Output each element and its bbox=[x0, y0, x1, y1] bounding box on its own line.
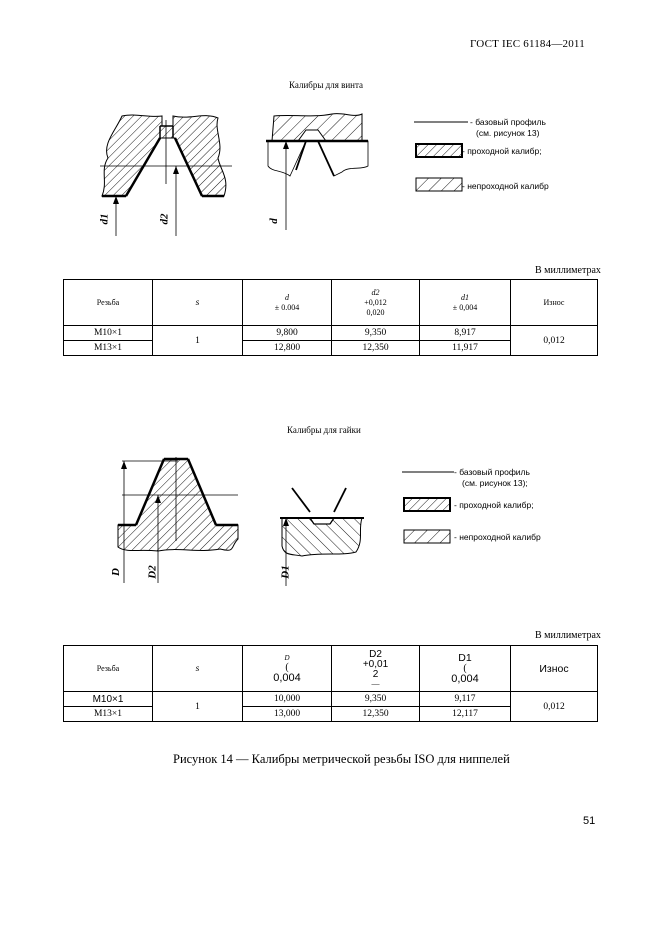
th-d2: d2 +0,012 0,020 bbox=[332, 280, 420, 326]
nut-legend-swatches bbox=[400, 468, 460, 548]
nut-section-title: Калибры для гайки bbox=[287, 425, 361, 435]
nut-legend-nogo: - непроходной калибр bbox=[454, 532, 541, 542]
nut-legend-go: - проходной калибр; bbox=[454, 500, 534, 510]
label-D1: D1 bbox=[279, 565, 292, 579]
s-value: 1 bbox=[153, 326, 243, 356]
th-D: D ( 0,004 bbox=[243, 646, 332, 692]
th-wear: Износ bbox=[511, 646, 598, 692]
label-D: D bbox=[109, 568, 122, 576]
table-row: M13×1 13,000 12,350 12,117 bbox=[64, 707, 598, 722]
label-d: d bbox=[267, 218, 280, 224]
page-number: 51 bbox=[583, 815, 596, 827]
nut-table bbox=[63, 645, 598, 722]
wear-value: 0,012 bbox=[511, 692, 598, 722]
th-D1: D1 ( 0,004 bbox=[420, 646, 511, 692]
table-row: M10×1 1 10,000 9,350 9,117 0,012 bbox=[64, 692, 598, 707]
s-value: 1 bbox=[153, 692, 243, 722]
th-d: d ± 0.004 bbox=[243, 280, 332, 326]
figure-caption: Рисунок 14 — Калибры метрической резьбы ISO для ниппелей bbox=[173, 752, 510, 766]
th-thread: Резьба bbox=[64, 646, 153, 692]
nut-legend-base: - базовый профиль (см. рисунок 13); bbox=[454, 467, 530, 488]
screw-table bbox=[63, 279, 598, 356]
screw-legend-go: - проходной калибр; bbox=[462, 146, 542, 156]
label-d2: d2 bbox=[158, 213, 171, 225]
screw-section-title: Калибры для винта bbox=[289, 80, 364, 90]
th-wear: Износ bbox=[511, 280, 598, 326]
label-d1: d1 bbox=[98, 213, 111, 225]
standard-header: ГОСТ IEC 61184—2011 bbox=[470, 38, 585, 50]
screw-units: В миллиметрах bbox=[535, 265, 601, 276]
th-D2: D2 +0,01 2 — bbox=[332, 646, 420, 692]
table-row: M13×1 12,800 12,350 11,917 bbox=[64, 341, 598, 356]
th-thread: Резьба bbox=[64, 280, 153, 326]
nut-gauge-drawing bbox=[108, 455, 248, 587]
screw-legend-nogo: - непроходной калибр bbox=[462, 181, 549, 191]
th-s: s bbox=[153, 280, 243, 326]
th-s: s bbox=[153, 646, 243, 692]
th-d1: d1 ± 0,004 bbox=[420, 280, 511, 326]
label-D2: D2 bbox=[146, 565, 159, 579]
wear-value: 0,012 bbox=[511, 326, 598, 356]
nut-units: В миллиметрах bbox=[535, 630, 601, 641]
table-row: M10×1 1 9,800 9,350 8,917 0,012 bbox=[64, 326, 598, 341]
screw-legend-base: - базовый профиль (см. рисунок 13) bbox=[470, 117, 546, 138]
